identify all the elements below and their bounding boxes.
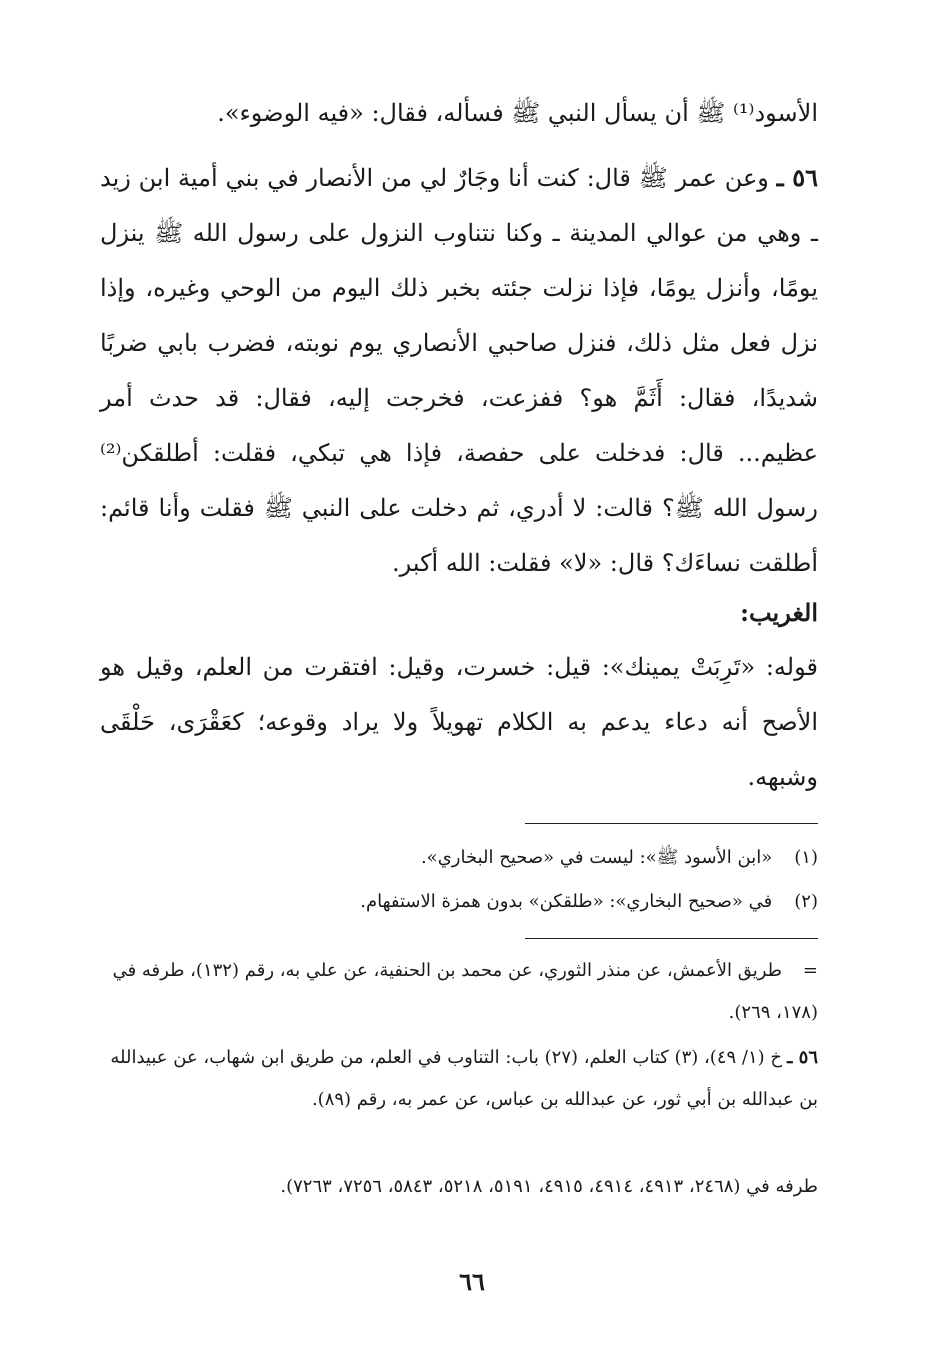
sources-divider: [525, 938, 818, 939]
footnote-1: [100, 838, 818, 878]
footnote-text: «ابن الأسود ﷺ»: ليست في «صحيح البخاري».: [420, 847, 773, 868]
footnote-text: في «صحيح البخاري»: «طلقكن» بدون همزة الاستفهام.: [360, 891, 773, 912]
section-heading-gharib: الغريب:: [740, 598, 818, 627]
footnote-number: (١): [794, 847, 818, 868]
page-number: ٦٦: [459, 1267, 485, 1296]
hadith-number: ٥٦ ـ: [776, 163, 818, 192]
paragraph-hadith-55-end: [100, 86, 818, 141]
source-hadith-56: [100, 1037, 818, 1121]
footnote-divider: [525, 823, 818, 824]
source-number: ٥٦ ـ: [787, 1047, 818, 1068]
continuation-marker: =: [802, 960, 818, 981]
paragraph-text: الأسود⁽¹⁾ ﷺ أن يسأل النبي ﷺ فسأله، فقال: «فيه الوضوء».: [217, 99, 818, 127]
paragraph-text: قوله: «تَرِبَتْ يمينك»: قيل: خسرت، وقيل: افتقرت من العلم، وقيل هو الأصح أنه دعاء يدعم به الكلام تهويلاً ولا يراد وقوعه؛ كعَقْرَى، حَلْقَى وشبهه.: [100, 653, 819, 791]
paragraph-gharib: [100, 640, 818, 805]
paragraph-hadith-56: [100, 150, 818, 591]
source-text: طريق الأعمش، عن منذر الثوري، عن محمد بن الحنفية، عن علي به، رقم (١٣٢)، طرفه في (١٧٨، ٢٦٩).: [112, 960, 818, 1023]
source-hadith-56-related: [100, 1166, 818, 1208]
paragraph-text: وعن عمر ﷺ قال: كنت أنا وجَارٌ لي من الأنصار في بني أمية ابن زيد ـ وهي من عوالي المدينة ـ وكنا نتناوب النزول على رسول الله ﷺ ينزل يومًا، وأنزل يومًا، فإذا نزلت جئته بخبر ذلك اليوم من الوحي وغيره، وإذا نزل فعل مثل ذلك، فنزل صاحبي الأنصاري يوم نوبته، فضرب بابي ضربًا شديدًا، فقال: أَثَمَّ هو؟ ففزعت، فخرجت إليه، فقال: قد حدث أمر عظيم... قال: فدخلت على حفصة، فإذا هي تبكي، فقلت: أطلقكن⁽²⁾ رسول الله ﷺ؟ قالت: لا أدري، ثم دخلت على النبي ﷺ فقلت وأنا قائم: أطلقت نساءَك؟ قال: «لا» فقلت: الله أكبر.: [100, 164, 818, 577]
source-continuation: [100, 950, 818, 1034]
source-related-text: طرفه في (٢٤٦٨، ٤٩١٣، ٤٩١٤، ٤٩١٥، ٥١٩١، ٥٢١٨، ٥٨٤٣، ٧٢٥٦، ٧٢٦٣).: [280, 1176, 818, 1197]
footnote-number: (٢): [794, 891, 818, 912]
footnote-2: [100, 882, 818, 922]
source-text: خ (١/ ٤٩)، (٣) كتاب العلم، (٢٧) باب: التناوب في العلم، من طريق ابن شهاب، عن عبيدالله بن عبدالله بن أبي ثور، عن عبدالله بن عباس، عن عمر به، رقم (٨٩).: [110, 1047, 818, 1110]
